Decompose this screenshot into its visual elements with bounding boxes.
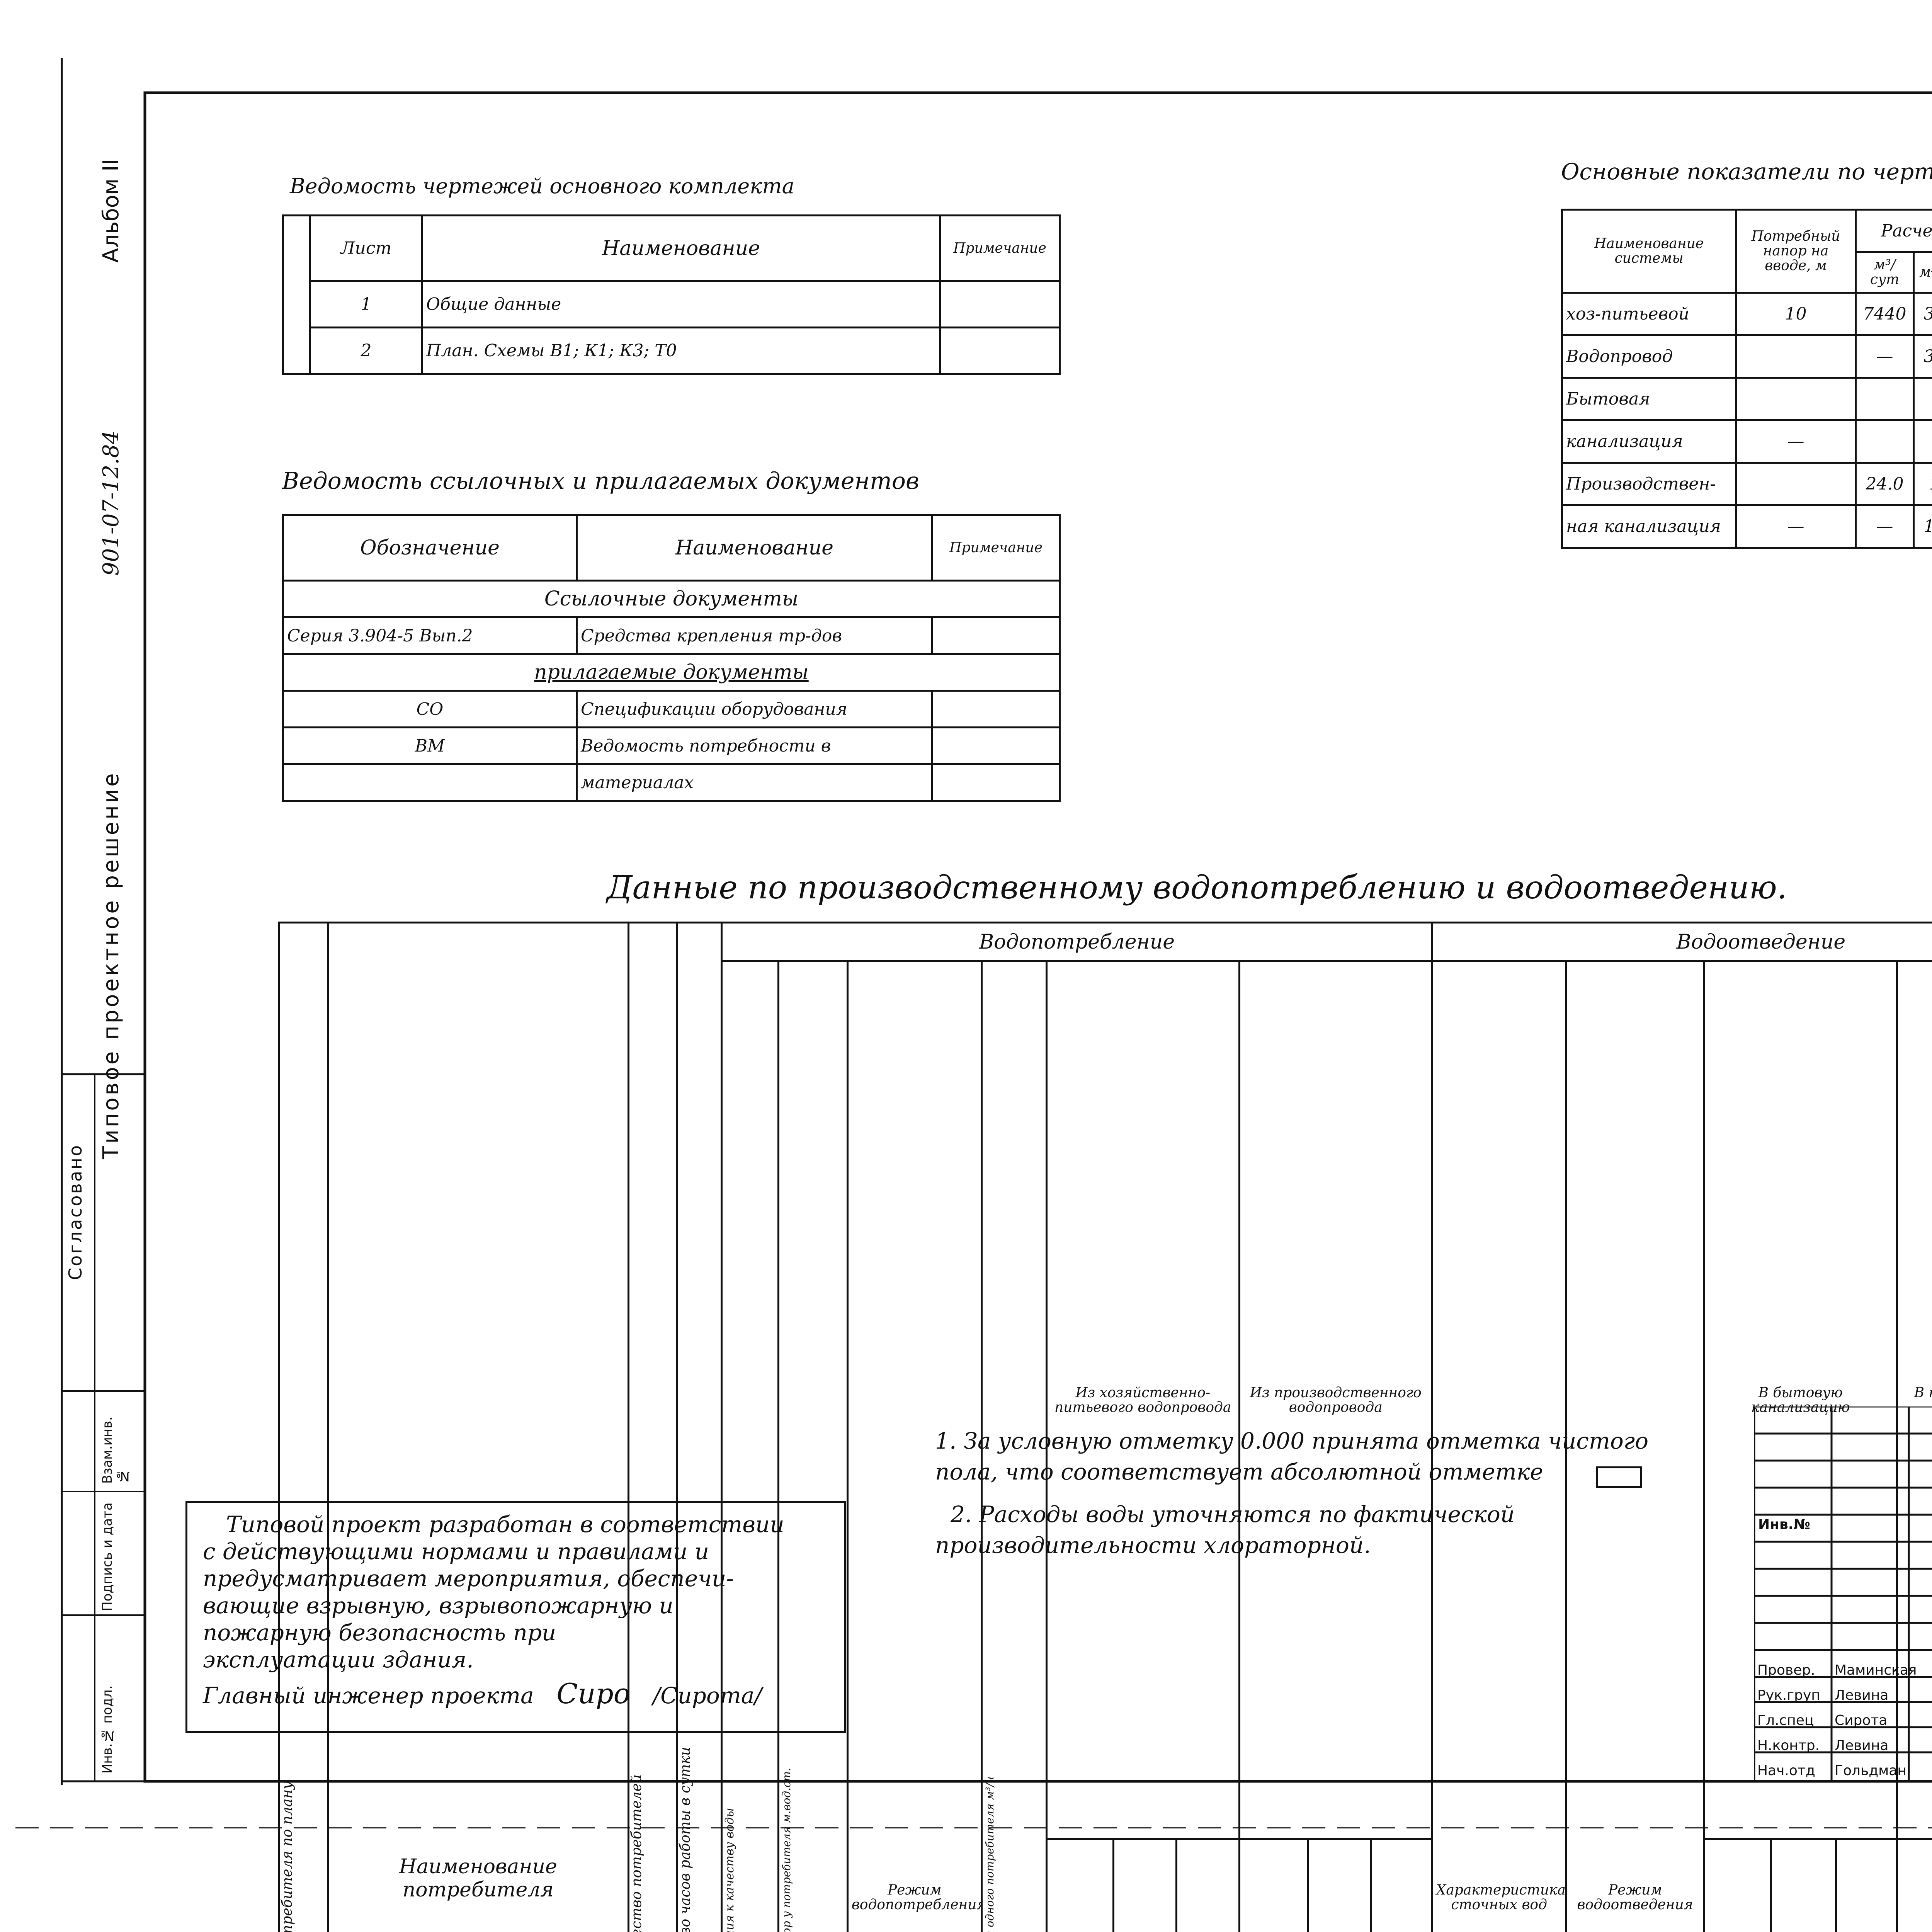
col-disposal: Водоотведение (1432, 923, 1932, 961)
col-flows: Расче (1856, 210, 1932, 252)
doc-code-side: 901-07-12.84 (99, 375, 124, 576)
production-table: № потребителя по плану Наименование потребителя Количество потребителей Количество часов работы в сутки Водопотребление Водоотведение Требования к качеству воды Потребный напор у потребителя м.вод.ст. Режим Расход воды на одного потребителя м³/ч Из хозяйственно-питьевого водопровода Из производственного водопровода Характеристика Режим В бытовую канализацию В (278, 922, 1932, 1932)
table-row: канализация — (1562, 420, 1932, 463)
table-row: 1 Общие данные (283, 281, 1060, 328)
table-row: Водопровод — (1562, 335, 1932, 378)
note-1a: 1. За условную отметку 0.000 принята отметка чистого (935, 1426, 1648, 1456)
col-name: Наименование (422, 216, 940, 281)
section-attached: прилагаемые документы (283, 654, 1060, 691)
drawings-list-table (282, 214, 1061, 375)
sidebox-sign: Подпись и дата (100, 1499, 115, 1611)
inv-label: Инв.№ (1758, 1517, 1810, 1532)
col-pressure: Потребный напор на вводе, м (1736, 210, 1856, 293)
table-row: ная канализация — — (1562, 505, 1932, 548)
table-row: Производствен- 24.0 (1562, 463, 1932, 505)
elevation-box (1596, 1466, 1642, 1488)
note-2a: 2. Расходы воды уточняются по фактической (951, 1499, 1515, 1529)
series-label: Типовое проектное решение (99, 522, 124, 1159)
table-row: Бытовая (1562, 378, 1932, 420)
signature: Сиро (556, 1677, 630, 1710)
ref-docs-table: Обозначение Наименование Примечание Ссылочные документы Серия 3.904-5 Вып.2 Средства крепления тр-дов прилагаемые документы СО Спецификации оборудования ВМ Ведомость потребности в материалах (282, 514, 1061, 802)
statement-box: Типовой проект разработан в соответствии с действующими нормами и правилами и предусматривает мероприятия, обеспечи- вающие взрывную, взрывопожарную и пожарную безопасность при эксплуатации здания. Главный инженер проекта Сиро /Сирота/ (185, 1501, 846, 1733)
table-row: материалах (283, 764, 1060, 801)
sidebox-replace: Взам.инв.№ (100, 1406, 131, 1484)
table-row: ВМ Ведомость потребности в (283, 728, 1060, 764)
production-title: Данные по производственному водопотреблению и водоотведению. (607, 869, 1787, 906)
note-1b: пола, что соответствует абсолютной отметке (935, 1457, 1543, 1487)
col-sheet: Лист (310, 216, 422, 281)
col-supply: Водопотребление (722, 923, 1432, 961)
table-row: 2 План. Схемы В1; К1; К3; Т0 (283, 328, 1060, 374)
indicators-title: Основные показатели по черт (1561, 158, 1932, 185)
col-system-name: Наименование системы (1562, 210, 1736, 293)
col-consumer: Наименование потребителя (328, 923, 628, 1932)
table-row: СО Спецификации оборудования (283, 691, 1060, 728)
table-row: хоз-питьевой 10 7440 (1562, 293, 1932, 335)
table-row: Серия 3.904-5 Вып.2 Средства крепления тр-дов (283, 617, 1060, 654)
indicators-table: Наименование системы Потребный напор на вводе, м Расче м³/сут м хоз-питьевой 10 7440 Водопровод — Бытовая канализация — Производствен- 24.0 ная канализация — — (1561, 209, 1932, 549)
album-label: Альбом II (99, 135, 124, 263)
col-note: Примечание (940, 216, 1060, 281)
agreed-label: Согласовано (65, 1144, 86, 1280)
drawings-list-title: Ведомость чертежей основного комплекта (290, 174, 794, 198)
section-ref: Ссылочные документы (283, 581, 1060, 617)
ref-docs-title: Ведомость ссылочных и прилагаемых документов (282, 468, 919, 495)
roles-list: Провер. Маминская Рук.груп Левина Гл.спец Сирота Н.контр. Левина Нач.отд Гольдман (1757, 1658, 1917, 1783)
sidebox-inv: Инв.№ подл. (100, 1623, 115, 1774)
note-2b: производительности хлораторной. (935, 1530, 1371, 1560)
